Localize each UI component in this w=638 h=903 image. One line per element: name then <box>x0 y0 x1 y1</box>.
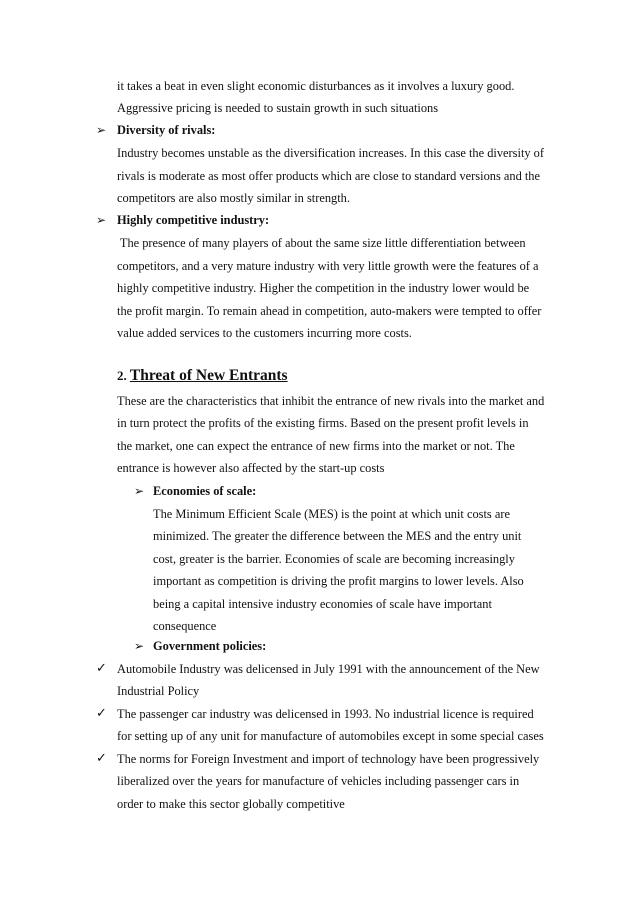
intro-line-1: it takes a beat in even slight economic disturbances as it involves a luxury good. <box>117 79 515 93</box>
check-2-line-1: The passenger car industry was delicensed in 1993. No industrial licence is required <box>117 707 534 721</box>
competitive-line-3: highly competitive industry. Higher the competition in the industry lower would be <box>117 281 530 295</box>
government-title: Government policies: <box>153 639 267 653</box>
checkmark-icon: ✓ <box>96 661 107 676</box>
economies-line-3: cost, greater is the barrier. Economies of scale are becoming increasingly <box>153 552 515 566</box>
intro-line-2: Aggressive pricing is needed to sustain growth in such situations <box>117 101 439 115</box>
arrow-bullet-icon: ➢ <box>134 639 145 653</box>
section2-line-2: in turn protect the profits of the existing firms. Based on the present profit levels in <box>117 416 529 430</box>
diversity-line-1: Industry becomes unstable as the diversification increases. In this case the diversity of <box>117 146 545 160</box>
arrow-bullet-icon: ➢ <box>96 123 107 137</box>
diversity-title: Diversity of rivals: <box>117 123 216 137</box>
arrow-bullet-icon: ➢ <box>96 213 107 227</box>
check-3-line-3: order to make this sector globally competitive <box>117 797 345 811</box>
check-3-line-2: liberalized over the years for manufacture of vehicles including passenger cars in <box>117 774 520 788</box>
check-1-line-2: Industrial Policy <box>117 684 200 698</box>
check-2-line-2: for setting up of any unit for manufacture of automobiles except in some special cases <box>117 729 544 743</box>
competitive-line-2: competitors, and a very mature industry with very little growth were the features of a <box>117 259 539 273</box>
economies-line-1: The Minimum Efficient Scale (MES) is the point at which unit costs are <box>153 507 510 521</box>
economies-line-4: important as competition is driving the profit margins to lower levels. Also <box>153 574 524 588</box>
section2-line-1: These are the characteristics that inhibit the entrance of new rivals into the market and <box>117 394 545 408</box>
economies-title: Economies of scale: <box>153 484 257 498</box>
section2-line-3: the market, one can expect the entrance of new firms into the market or not. The <box>117 439 515 453</box>
section-heading <box>117 367 288 385</box>
check-3-line-1: The norms for Foreign Investment and import of technology have been progressively <box>117 752 540 766</box>
section-number: 2. <box>117 368 127 383</box>
competitive-line-4: the profit margin. To remain ahead in competition, auto-makers were tempted to offer <box>117 304 542 318</box>
section-title: Threat of New Entrants <box>129 367 288 384</box>
check-1-line-1: Automobile Industry was delicensed in July 1991 with the announcement of the New <box>117 662 540 676</box>
competitive-line-5: value added services to the customers incurring more costs. <box>117 326 412 340</box>
diversity-line-2: rivals is moderate as most offer products which are close to standard versions and the <box>117 169 540 183</box>
checkmark-icon: ✓ <box>96 706 107 721</box>
competitive-title: Highly competitive industry: <box>117 213 270 227</box>
diversity-line-3: competitors are also mostly similar in strength. <box>117 191 350 205</box>
competitive-line-1: The presence of many players of about the same size little differentiation between <box>117 236 526 250</box>
section2-line-4: entrance is however also affected by the start-up costs <box>117 461 385 475</box>
arrow-bullet-icon: ➢ <box>134 484 145 498</box>
economies-line-2: minimized. The greater the difference between the MES and the entry unit <box>153 529 522 543</box>
economies-line-5: being a capital intensive industry economies of scale have important <box>153 597 492 611</box>
checkmark-icon: ✓ <box>96 751 107 766</box>
economies-line-6: consequence <box>153 619 217 633</box>
